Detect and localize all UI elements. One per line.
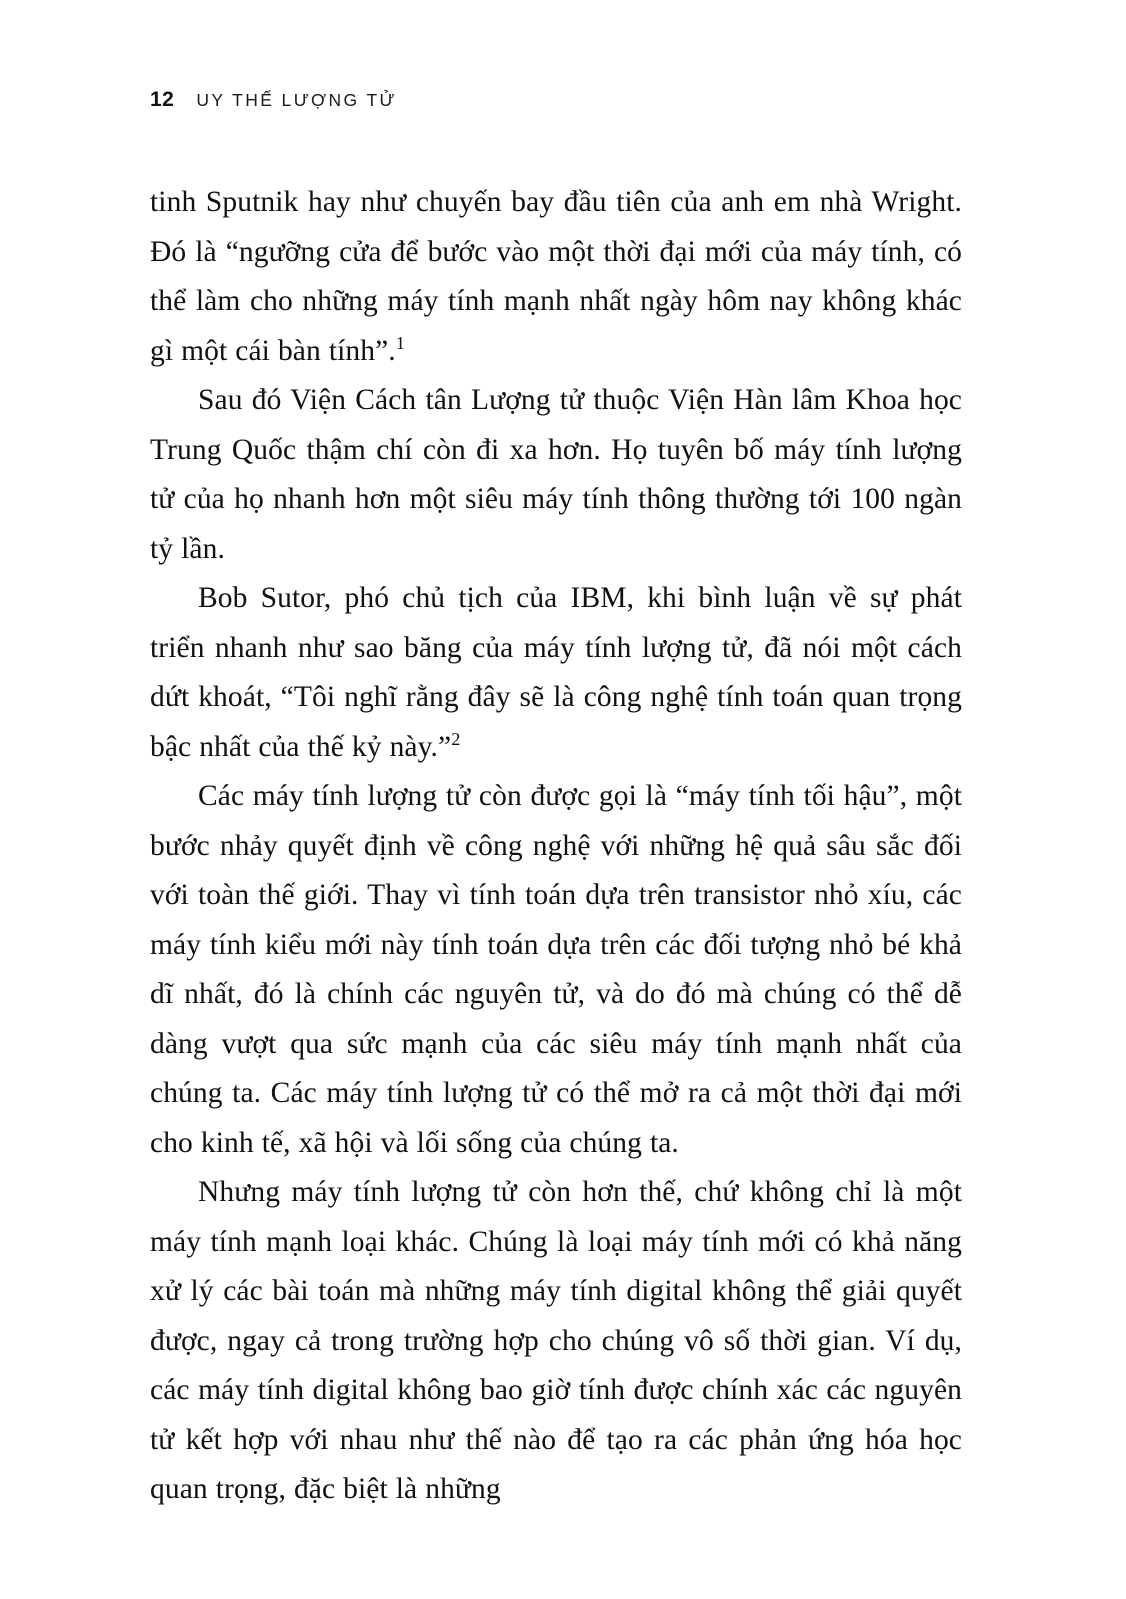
paragraph-text: tinh Sputnik hay như chuyến bay đầu tiên của anh em nhà Wright. Đó là “ngưỡng cửa để bước vào một thời đại mới của máy tính, có thể làm cho những máy tính mạnh nhất ngày hôm nay không khác gì một cái bàn tính”. xyxy=(150,186,962,367)
footnote-marker: 1 xyxy=(395,332,406,353)
paragraph xyxy=(150,376,962,574)
paragraph xyxy=(150,1168,962,1515)
paragraph-text: Sau đó Viện Cách tân Lượng tử thuộc Viện Hàn lâm Khoa học Trung Quốc thậm chí còn đi xa hơn. Họ tuyên bố máy tính lượng tử của họ nhanh hơn một siêu máy tính thông thường tới 100 ngàn tỷ lần. xyxy=(150,384,962,565)
paragraph-text: Các máy tính lượng tử còn được gọi là “máy tính tối hậu”, một bước nhảy quyết định về công nghệ với những hệ quả sâu sắc đối với toàn thế giới. Thay vì tính toán dựa trên transistor nhỏ xíu, các máy tính kiểu mới này tính toán dựa trên các đối tượng nhỏ bé khả dĩ nhất, đó là chính các nguyên tử, và do đó mà chúng có thể dễ dàng vượt qua sức mạnh của các siêu máy tính mạnh nhất của chúng ta. Các máy tính lượng tử có thể mở ra cả một thời đại mới cho kinh tế, xã hội và lối sống của chúng ta. xyxy=(150,780,962,1159)
paragraph xyxy=(150,772,962,1168)
footnote-marker: 2 xyxy=(451,728,461,749)
running-head: UY THẾ LƯỢNG TỬ xyxy=(196,90,397,110)
paragraph xyxy=(150,574,962,772)
paragraph-text: Bob Sutor, phó chủ tịch của IBM, khi bình luận về sự phát triển nhanh như sao băng của máy tính lượng tử, đã nói một cách dứt khoát, “Tôi nghĩ rằng đây sẽ là công nghệ tính toán quan trọng bậc nhất của thế kỷ này.” xyxy=(150,582,962,763)
paragraph-text: Nhưng máy tính lượng tử còn hơn thế, chứ không chỉ là một máy tính mạnh loại khác. Chúng là loại máy tính mới có khả năng xử lý các bài toán mà những máy tính digital không thể giải quyết được, ngay cả trong trường hợp cho chúng vô số thời gian. Ví dụ, các máy tính digital không bao giờ tính được chính xác các nguyên tử kết hợp với nhau như thế nào để tạo ra các phản ứng hóa học quan trọng, đặc biệt là những xyxy=(150,1176,962,1505)
body-text xyxy=(150,178,962,1515)
page-number: 12 xyxy=(150,88,175,111)
paragraph xyxy=(150,178,962,376)
page-header xyxy=(150,88,397,112)
